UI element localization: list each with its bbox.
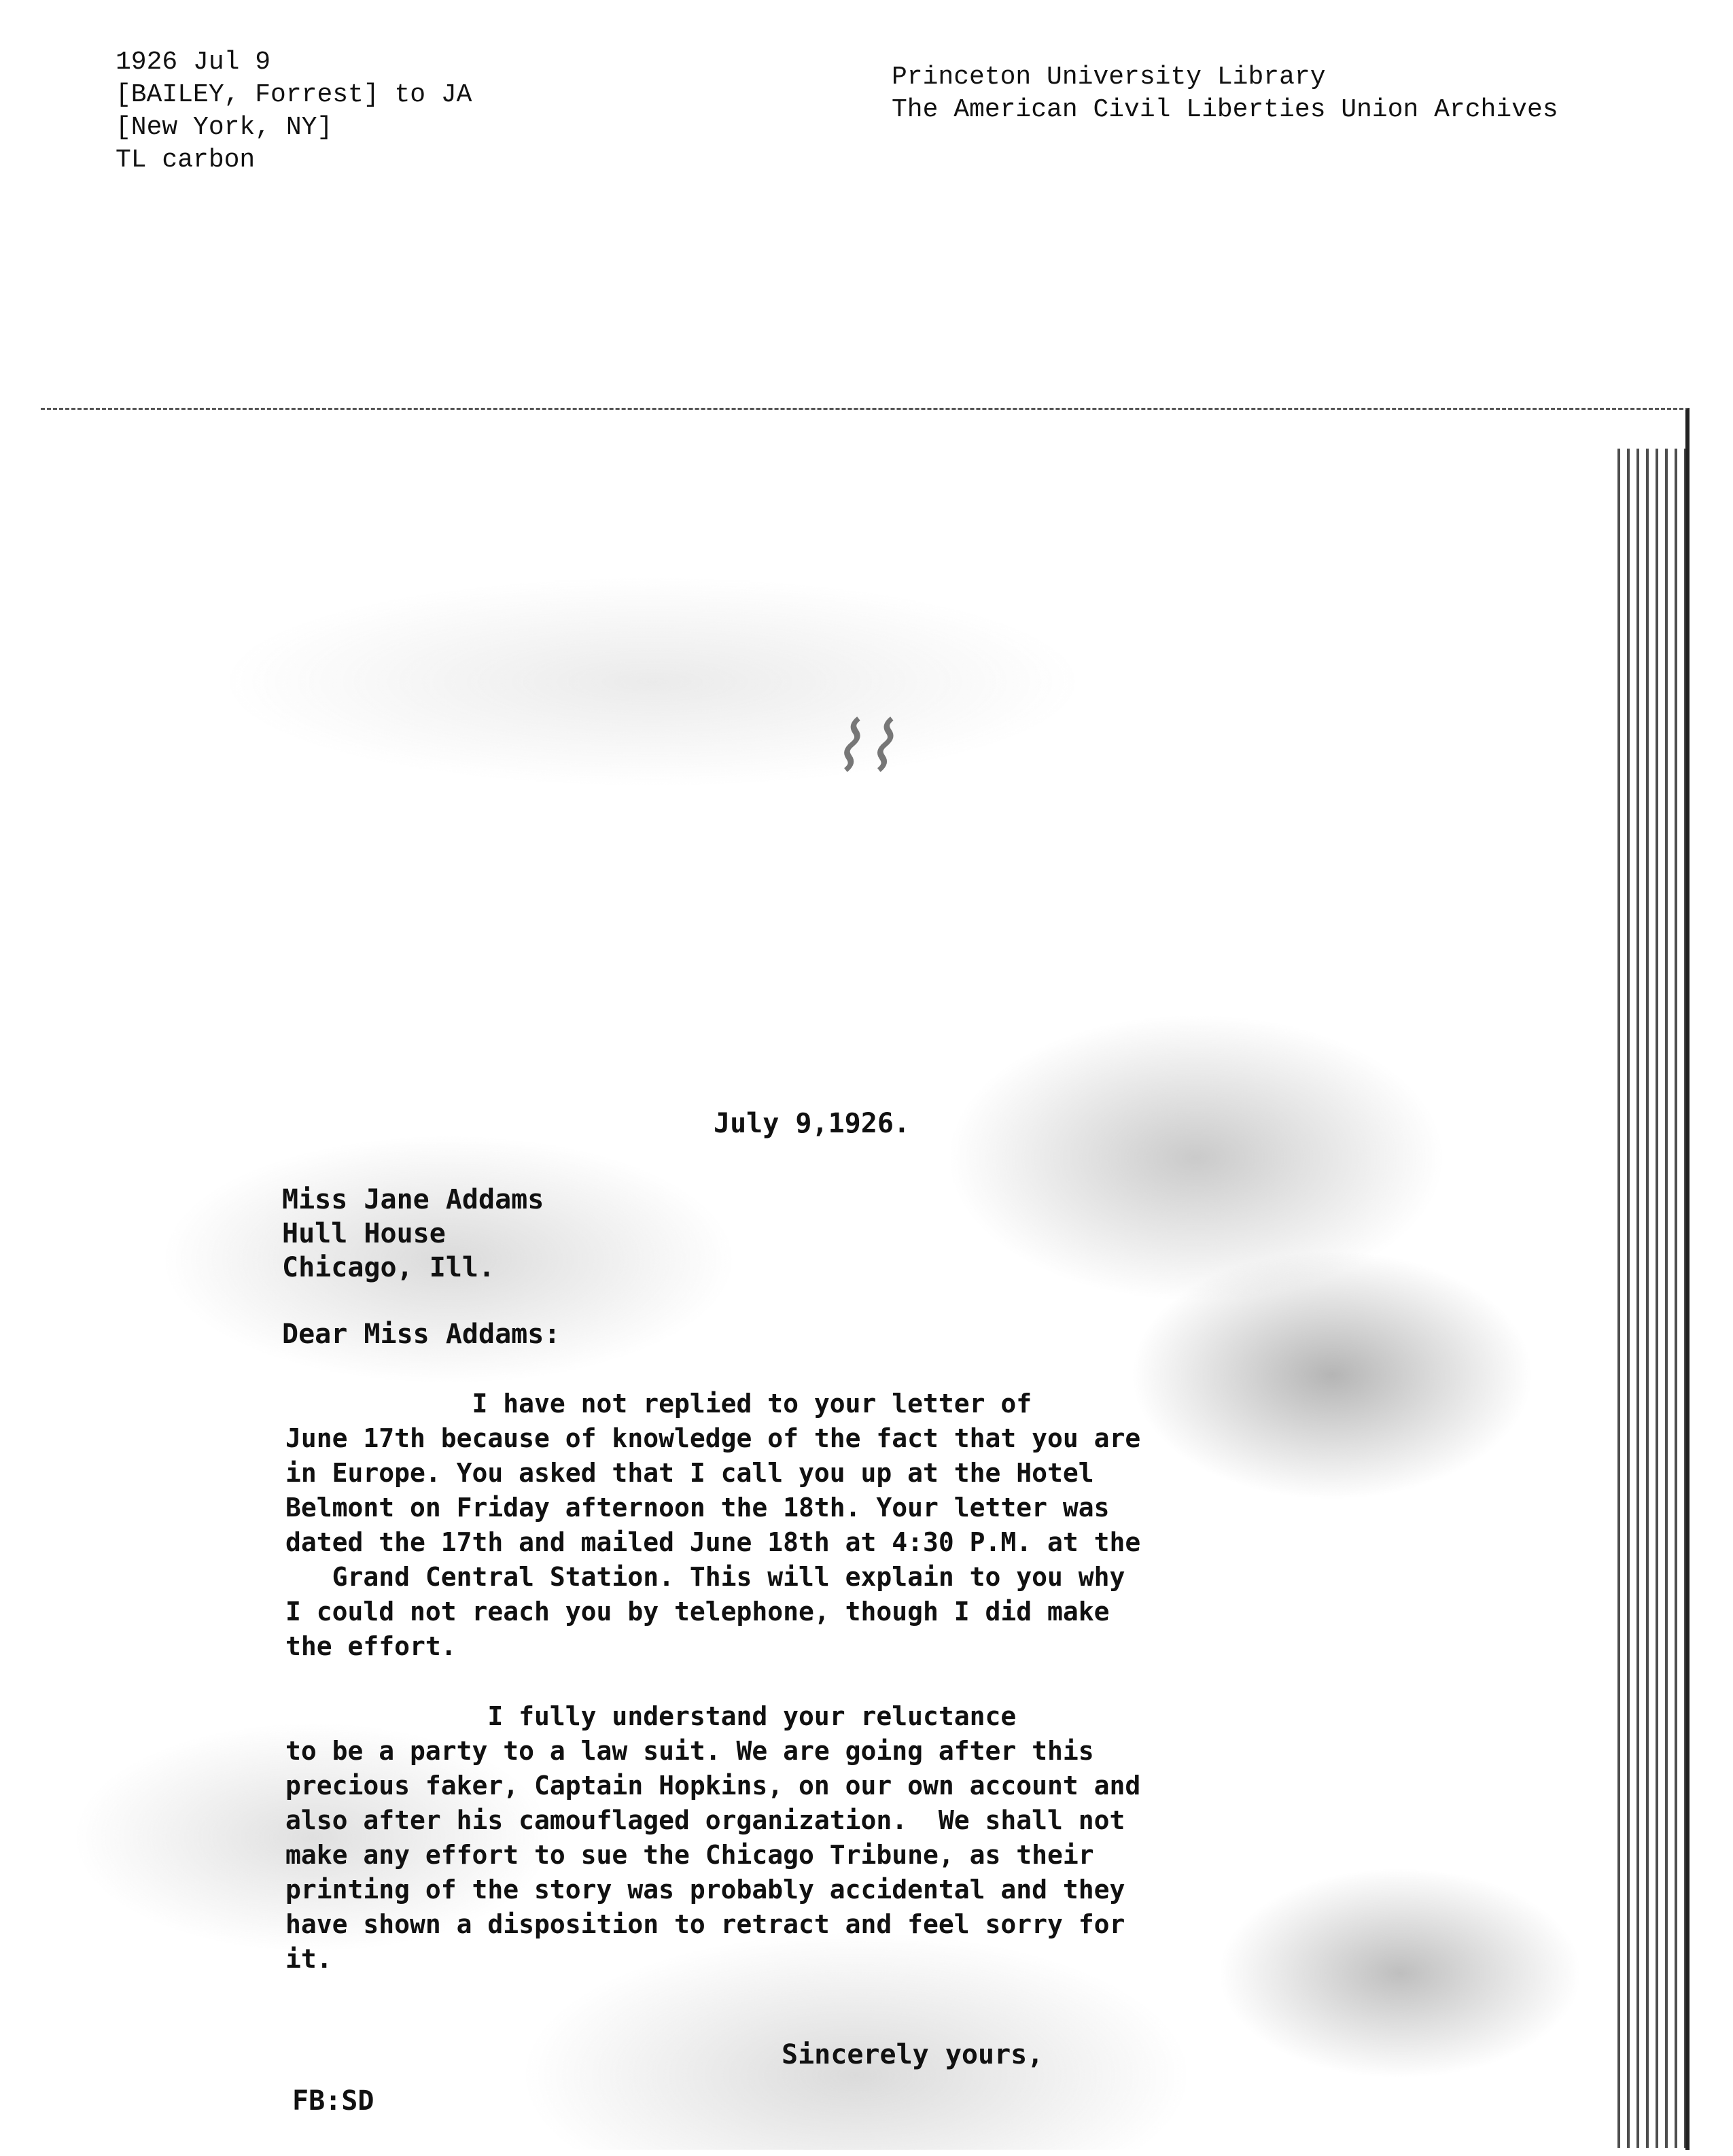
catalog-correspondents: [BAILEY, Forrest] to JA xyxy=(116,80,472,109)
closing: Sincerely yours, xyxy=(782,2039,1044,2070)
paragraph-line: Belmont on Friday afternoon the 18th. Your letter was xyxy=(285,1493,1110,1523)
paragraph-1 xyxy=(285,1387,1427,1664)
address-line: Miss Jane Addams xyxy=(282,1184,544,1215)
typist-initials: FB:SD xyxy=(292,2085,374,2117)
paragraph-line: it. xyxy=(285,1944,332,1974)
paragraph-line: I could not reach you by telephone, though I did make xyxy=(285,1597,1110,1627)
paragraph-line: also after his camouflaged organization. We shall not xyxy=(285,1805,1125,1835)
recipient-address xyxy=(282,1183,544,1285)
sheet-edge-shadow xyxy=(1617,449,1685,2148)
paragraph-line: I have not replied to your letter of xyxy=(285,1389,1032,1419)
catalog-doc-type: TL carbon xyxy=(116,145,256,175)
archive-collection: The American Civil Liberties Union Archives xyxy=(892,95,1558,124)
paragraph-line: precious faker, Captain Hopkins, on our own account and xyxy=(285,1771,1141,1801)
address-line: Chicago, Ill. xyxy=(282,1252,495,1283)
paragraph-line: the effort. xyxy=(285,1631,457,1661)
paragraph-line: Grand Central Station. This will explain to you why xyxy=(285,1562,1125,1592)
paragraph-line: June 17th because of knowledge of the fact that you are xyxy=(285,1423,1141,1453)
archive-header xyxy=(892,61,1558,126)
paragraph-line: I fully understand your reluctance xyxy=(285,1701,1017,1731)
archive-library: Princeton University Library xyxy=(892,63,1326,92)
paragraph-line: to be a party to a law suit. We are going after this xyxy=(285,1736,1094,1766)
letter-date: July 9,1926. xyxy=(714,1108,910,1139)
paragraph-line: in Europe. You asked that I call you up at the Hotel xyxy=(285,1458,1094,1488)
paragraph-line: printing of the story was probably accidental and they xyxy=(285,1875,1125,1905)
paragraph-line: make any effort to sue the Chicago Tribune, as their xyxy=(285,1840,1094,1870)
paragraph-2 xyxy=(285,1699,1427,1977)
handwritten-mark: ⌇⌇ xyxy=(829,707,896,786)
paragraph-line: have shown a disposition to retract and feel sorry for xyxy=(285,1909,1125,1939)
catalog-place: [New York, NY] xyxy=(116,113,333,142)
catalog-header xyxy=(116,46,472,177)
address-line: Hull House xyxy=(282,1218,446,1249)
salutation: Dear Miss Addams: xyxy=(282,1319,561,1350)
paragraph-line: dated the 17th and mailed June 18th at 4:30 P.M. at the xyxy=(285,1527,1141,1557)
catalog-date: 1926 Jul 9 xyxy=(116,48,271,77)
